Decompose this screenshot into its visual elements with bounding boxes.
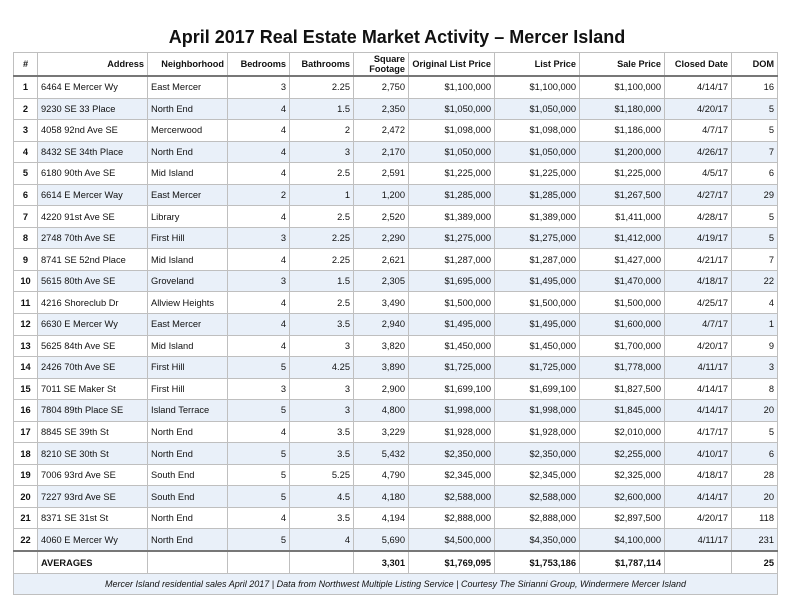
row-number: 18 xyxy=(14,443,38,465)
row-number: 4 xyxy=(14,141,38,163)
page-title: April 2017 Real Estate Market Activity – Mercer Island xyxy=(168,27,626,47)
bedrooms-cell: 4 xyxy=(228,141,290,163)
bedrooms-cell: 4 xyxy=(228,163,290,185)
dom-cell: 231 xyxy=(732,529,778,551)
sqft-cell: 2,940 xyxy=(354,314,409,336)
sqft-cell: 2,170 xyxy=(354,141,409,163)
row-number: 5 xyxy=(14,163,38,185)
list-price-cell: $1,275,000 xyxy=(495,227,580,249)
sale-price-cell: $1,700,000 xyxy=(580,335,665,357)
sale-price-cell: $1,186,000 xyxy=(580,120,665,142)
neighborhood-cell: North End xyxy=(148,529,228,551)
average-sale-price: $1,787,114 xyxy=(580,551,665,574)
sqft-cell: 3,490 xyxy=(354,292,409,314)
row-number: 6 xyxy=(14,184,38,206)
table-row xyxy=(14,120,778,142)
neighborhood-cell: East Mercer xyxy=(148,76,228,98)
bedrooms-cell: 3 xyxy=(228,378,290,400)
dom-cell: 4 xyxy=(732,292,778,314)
address-cell: 7227 93rd Ave SE xyxy=(38,486,148,508)
table-row xyxy=(14,206,778,228)
table-row xyxy=(14,486,778,508)
bedrooms-cell: 5 xyxy=(228,400,290,422)
closed-date-cell: 4/7/17 xyxy=(665,314,732,336)
bathrooms-cell: 4.5 xyxy=(290,486,354,508)
neighborhood-cell: South End xyxy=(148,464,228,486)
row-number: 3 xyxy=(14,120,38,142)
original-list-price-cell: $1,287,000 xyxy=(409,249,495,271)
closed-date-cell: 4/28/17 xyxy=(665,206,732,228)
address-cell: 8371 SE 31st St xyxy=(38,507,148,529)
list-price-cell: $1,098,000 xyxy=(495,120,580,142)
address-cell: 4220 91st Ave SE xyxy=(38,206,148,228)
sqft-cell: 1,200 xyxy=(354,184,409,206)
sale-price-cell: $1,225,000 xyxy=(580,163,665,185)
sale-price-cell: $1,411,000 xyxy=(580,206,665,228)
neighborhood-cell: Island Terrace xyxy=(148,400,228,422)
bathrooms-cell: 2.5 xyxy=(290,292,354,314)
bedrooms-cell: 3 xyxy=(228,270,290,292)
bedrooms-cell: 4 xyxy=(228,421,290,443)
neighborhood-cell: East Mercer xyxy=(148,314,228,336)
bedrooms-cell: 5 xyxy=(228,357,290,379)
row-number: 12 xyxy=(14,314,38,336)
sqft-cell: 5,690 xyxy=(354,529,409,551)
original-list-price-cell: $1,285,000 xyxy=(409,184,495,206)
bathrooms-cell: 1 xyxy=(290,184,354,206)
bedrooms-cell: 4 xyxy=(228,249,290,271)
address-cell: 6464 E Mercer Wy xyxy=(38,76,148,98)
bedrooms-cell: 5 xyxy=(228,464,290,486)
dom-cell: 20 xyxy=(732,486,778,508)
sale-price-cell: $1,427,000 xyxy=(580,249,665,271)
average-original-list-price: $1,769,095 xyxy=(409,551,495,574)
dom-cell: 8 xyxy=(732,378,778,400)
sqft-cell: 2,520 xyxy=(354,206,409,228)
bathrooms-cell: 3 xyxy=(290,335,354,357)
row-number: 1 xyxy=(14,76,38,98)
address-cell: 6180 90th Ave SE xyxy=(38,163,148,185)
dom-cell: 5 xyxy=(732,206,778,228)
original-list-price-cell: $1,928,000 xyxy=(409,421,495,443)
column-header-closed-date: Closed Date xyxy=(665,53,732,77)
address-cell: 8845 SE 39th St xyxy=(38,421,148,443)
original-list-price-cell: $1,050,000 xyxy=(409,141,495,163)
table-row xyxy=(14,76,778,98)
table-row xyxy=(14,292,778,314)
sale-price-cell: $1,100,000 xyxy=(580,76,665,98)
row-number: 16 xyxy=(14,400,38,422)
address-cell: 9230 SE 33 Place xyxy=(38,98,148,120)
sqft-cell: 2,350 xyxy=(354,98,409,120)
list-price-cell: $1,225,000 xyxy=(495,163,580,185)
list-price-cell: $4,350,000 xyxy=(495,529,580,551)
sqft-cell: 4,790 xyxy=(354,464,409,486)
sale-price-cell: $1,470,000 xyxy=(580,270,665,292)
original-list-price-cell: $1,450,000 xyxy=(409,335,495,357)
neighborhood-cell: Mercerwood xyxy=(148,120,228,142)
bathrooms-cell: 2.25 xyxy=(290,76,354,98)
original-list-price-cell: $1,050,000 xyxy=(409,98,495,120)
table-row xyxy=(14,98,778,120)
row-number: 21 xyxy=(14,507,38,529)
original-list-price-cell: $1,389,000 xyxy=(409,206,495,228)
dom-cell: 5 xyxy=(732,227,778,249)
neighborhood-cell: Groveland xyxy=(148,270,228,292)
closed-date-cell: 4/25/17 xyxy=(665,292,732,314)
neighborhood-cell: South End xyxy=(148,486,228,508)
average-sqft: 3,301 xyxy=(354,551,409,574)
dom-cell: 20 xyxy=(732,400,778,422)
table-row xyxy=(14,529,778,551)
column-header-original-list-price: Original List Price xyxy=(409,53,495,77)
address-cell: 4058 92nd Ave SE xyxy=(38,120,148,142)
row-number: 9 xyxy=(14,249,38,271)
address-cell: 8210 SE 30th St xyxy=(38,443,148,465)
original-list-price-cell: $1,100,000 xyxy=(409,76,495,98)
original-list-price-cell: $1,998,000 xyxy=(409,400,495,422)
row-number: 20 xyxy=(14,486,38,508)
table-row xyxy=(14,163,778,185)
dom-cell: 29 xyxy=(732,184,778,206)
sale-price-cell: $1,845,000 xyxy=(580,400,665,422)
closed-date-cell: 4/14/17 xyxy=(665,76,732,98)
list-price-cell: $1,100,000 xyxy=(495,76,580,98)
sale-price-cell: $1,180,000 xyxy=(580,98,665,120)
original-list-price-cell: $1,495,000 xyxy=(409,314,495,336)
table-row xyxy=(14,378,778,400)
row-number: 10 xyxy=(14,270,38,292)
neighborhood-cell: East Mercer xyxy=(148,184,228,206)
neighborhood-cell: Mid Island xyxy=(148,163,228,185)
sqft-cell: 4,194 xyxy=(354,507,409,529)
neighborhood-cell: Allview Heights xyxy=(148,292,228,314)
address-cell: 5625 84th Ave SE xyxy=(38,335,148,357)
original-list-price-cell: $2,588,000 xyxy=(409,486,495,508)
bedrooms-cell: 4 xyxy=(228,206,290,228)
sqft-cell: 2,591 xyxy=(354,163,409,185)
column-header-address: Address xyxy=(38,53,148,77)
closed-date-cell: 4/5/17 xyxy=(665,163,732,185)
address-cell: 6614 E Mercer Way xyxy=(38,184,148,206)
neighborhood-cell: Mid Island xyxy=(148,249,228,271)
sqft-cell: 2,621 xyxy=(354,249,409,271)
bathrooms-cell: 4 xyxy=(290,529,354,551)
original-list-price-cell: $2,350,000 xyxy=(409,443,495,465)
original-list-price-cell: $1,098,000 xyxy=(409,120,495,142)
neighborhood-cell: First Hill xyxy=(148,227,228,249)
row-number: 19 xyxy=(14,464,38,486)
table-row xyxy=(14,400,778,422)
original-list-price-cell: $1,225,000 xyxy=(409,163,495,185)
bedrooms-cell: 5 xyxy=(228,443,290,465)
list-price-cell: $1,050,000 xyxy=(495,98,580,120)
bathrooms-cell: 3.5 xyxy=(290,314,354,336)
dom-cell: 28 xyxy=(732,464,778,486)
neighborhood-cell: North End xyxy=(148,98,228,120)
list-price-cell: $1,285,000 xyxy=(495,184,580,206)
sale-price-cell: $2,600,000 xyxy=(580,486,665,508)
original-list-price-cell: $1,500,000 xyxy=(409,292,495,314)
bedrooms-cell: 4 xyxy=(228,292,290,314)
column-header-square-footage: Square Footage xyxy=(354,53,409,77)
table-row xyxy=(14,249,778,271)
table-row xyxy=(14,421,778,443)
bedrooms-cell: 4 xyxy=(228,98,290,120)
table-row xyxy=(14,507,778,529)
sale-price-cell: $2,325,000 xyxy=(580,464,665,486)
dom-cell: 6 xyxy=(732,163,778,185)
bathrooms-cell: 5.25 xyxy=(290,464,354,486)
original-list-price-cell: $4,500,000 xyxy=(409,529,495,551)
column-header-sale-price: Sale Price xyxy=(580,53,665,77)
original-list-price-cell: $1,695,000 xyxy=(409,270,495,292)
list-price-cell: $2,888,000 xyxy=(495,507,580,529)
sale-price-cell: $2,897,500 xyxy=(580,507,665,529)
bathrooms-cell: 2.5 xyxy=(290,163,354,185)
bedrooms-cell: 4 xyxy=(228,335,290,357)
table-row xyxy=(14,443,778,465)
bedrooms-cell: 4 xyxy=(228,314,290,336)
table-row xyxy=(14,227,778,249)
closed-date-cell: 4/11/17 xyxy=(665,357,732,379)
sqft-cell: 5,432 xyxy=(354,443,409,465)
row-number: 7 xyxy=(14,206,38,228)
neighborhood-cell: First Hill xyxy=(148,357,228,379)
averages-row xyxy=(14,551,778,574)
dom-cell: 5 xyxy=(732,98,778,120)
bathrooms-cell: 2 xyxy=(290,120,354,142)
sale-price-cell: $1,778,000 xyxy=(580,357,665,379)
column-header-number: # xyxy=(14,53,38,77)
header-row xyxy=(14,53,778,77)
row-number: 15 xyxy=(14,378,38,400)
table-row xyxy=(14,335,778,357)
sqft-cell: 2,305 xyxy=(354,270,409,292)
table-row xyxy=(14,357,778,379)
list-price-cell: $1,928,000 xyxy=(495,421,580,443)
closed-date-cell: 4/18/17 xyxy=(665,270,732,292)
bathrooms-cell: 1.5 xyxy=(290,98,354,120)
address-cell: 8432 SE 34th Place xyxy=(38,141,148,163)
list-price-cell: $1,699,100 xyxy=(495,378,580,400)
bathrooms-cell: 4.25 xyxy=(290,357,354,379)
bathrooms-cell: 3.5 xyxy=(290,421,354,443)
sqft-cell: 2,900 xyxy=(354,378,409,400)
sale-price-cell: $1,500,000 xyxy=(580,292,665,314)
bathrooms-cell: 1.5 xyxy=(290,270,354,292)
original-list-price-cell: $1,275,000 xyxy=(409,227,495,249)
row-number: 22 xyxy=(14,529,38,551)
dom-cell: 7 xyxy=(732,249,778,271)
bathrooms-cell: 2.25 xyxy=(290,227,354,249)
sqft-cell: 3,890 xyxy=(354,357,409,379)
list-price-cell: $1,389,000 xyxy=(495,206,580,228)
address-cell: 4216 Shoreclub Dr xyxy=(38,292,148,314)
closed-date-cell: 4/14/17 xyxy=(665,378,732,400)
list-price-cell: $1,287,000 xyxy=(495,249,580,271)
dom-cell: 1 xyxy=(732,314,778,336)
address-cell: 2426 70th Ave SE xyxy=(38,357,148,379)
address-cell: 2748 70th Ave SE xyxy=(38,227,148,249)
bathrooms-cell: 3.5 xyxy=(290,507,354,529)
dom-cell: 22 xyxy=(732,270,778,292)
dom-cell: 9 xyxy=(732,335,778,357)
sqft-cell: 4,180 xyxy=(354,486,409,508)
closed-date-cell: 4/20/17 xyxy=(665,507,732,529)
closed-date-cell: 4/20/17 xyxy=(665,335,732,357)
sale-price-cell: $1,267,500 xyxy=(580,184,665,206)
sqft-cell: 3,229 xyxy=(354,421,409,443)
address-cell: 7011 SE Maker St xyxy=(38,378,148,400)
list-price-cell: $1,998,000 xyxy=(495,400,580,422)
bathrooms-cell: 3 xyxy=(290,378,354,400)
neighborhood-cell: North End xyxy=(148,443,228,465)
list-price-cell: $2,588,000 xyxy=(495,486,580,508)
original-list-price-cell: $1,699,100 xyxy=(409,378,495,400)
dom-cell: 6 xyxy=(732,443,778,465)
column-header-list-price: List Price xyxy=(495,53,580,77)
dom-cell: 7 xyxy=(732,141,778,163)
footer-row xyxy=(14,574,778,595)
neighborhood-cell: North End xyxy=(148,507,228,529)
original-list-price-cell: $2,888,000 xyxy=(409,507,495,529)
closed-date-cell: 4/18/17 xyxy=(665,464,732,486)
list-price-cell: $1,725,000 xyxy=(495,357,580,379)
sale-price-cell: $2,255,000 xyxy=(580,443,665,465)
closed-date-cell: 4/27/17 xyxy=(665,184,732,206)
list-price-cell: $1,050,000 xyxy=(495,141,580,163)
closed-date-cell: 4/19/17 xyxy=(665,227,732,249)
closed-date-cell: 4/26/17 xyxy=(665,141,732,163)
address-cell: 8741 SE 52nd Place xyxy=(38,249,148,271)
dom-cell: 5 xyxy=(732,120,778,142)
column-header-bathrooms: Bathrooms xyxy=(290,53,354,77)
average-dom: 25 xyxy=(732,551,778,574)
bathrooms-cell: 3 xyxy=(290,141,354,163)
closed-date-cell: 4/17/17 xyxy=(665,421,732,443)
bedrooms-cell: 4 xyxy=(228,120,290,142)
averages-label: AVERAGES xyxy=(38,551,148,574)
closed-date-cell: 4/14/17 xyxy=(665,486,732,508)
bedrooms-cell: 2 xyxy=(228,184,290,206)
sale-price-cell: $1,827,500 xyxy=(580,378,665,400)
row-number: 13 xyxy=(14,335,38,357)
address-cell: 7006 93rd Ave SE xyxy=(38,464,148,486)
sale-price-cell: $2,010,000 xyxy=(580,421,665,443)
sale-price-cell: $4,100,000 xyxy=(580,529,665,551)
sqft-cell: 2,472 xyxy=(354,120,409,142)
closed-date-cell: 4/14/17 xyxy=(665,400,732,422)
list-price-cell: $2,345,000 xyxy=(495,464,580,486)
list-price-cell: $1,450,000 xyxy=(495,335,580,357)
table-row xyxy=(14,314,778,336)
address-cell: 6630 E Mercer Wy xyxy=(38,314,148,336)
neighborhood-cell: North End xyxy=(148,421,228,443)
bedrooms-cell: 5 xyxy=(228,486,290,508)
sale-price-cell: $1,412,000 xyxy=(580,227,665,249)
bathrooms-cell: 2.5 xyxy=(290,206,354,228)
bedrooms-cell: 4 xyxy=(228,507,290,529)
closed-date-cell: 4/20/17 xyxy=(665,98,732,120)
closed-date-cell: 4/11/17 xyxy=(665,529,732,551)
closed-date-cell: 4/21/17 xyxy=(665,249,732,271)
closed-date-cell: 4/10/17 xyxy=(665,443,732,465)
row-number: 2 xyxy=(14,98,38,120)
row-number: 11 xyxy=(14,292,38,314)
table-row xyxy=(14,464,778,486)
row-number: 17 xyxy=(14,421,38,443)
bathrooms-cell: 3 xyxy=(290,400,354,422)
sqft-cell: 2,750 xyxy=(354,76,409,98)
dom-cell: 3 xyxy=(732,357,778,379)
bedrooms-cell: 3 xyxy=(228,76,290,98)
original-list-price-cell: $2,345,000 xyxy=(409,464,495,486)
table-row xyxy=(14,270,778,292)
average-list-price: $1,753,186 xyxy=(495,551,580,574)
list-price-cell: $2,350,000 xyxy=(495,443,580,465)
sqft-cell: 2,290 xyxy=(354,227,409,249)
address-cell: 4060 E Mercer Wy xyxy=(38,529,148,551)
bathrooms-cell: 3.5 xyxy=(290,443,354,465)
neighborhood-cell: First Hill xyxy=(148,378,228,400)
dom-cell: 5 xyxy=(732,421,778,443)
dom-cell: 16 xyxy=(732,76,778,98)
sqft-cell: 4,800 xyxy=(354,400,409,422)
sale-price-cell: $1,200,000 xyxy=(580,141,665,163)
sqft-cell: 3,820 xyxy=(354,335,409,357)
list-price-cell: $1,500,000 xyxy=(495,292,580,314)
table-row xyxy=(14,141,778,163)
neighborhood-cell: North End xyxy=(148,141,228,163)
list-price-cell: $1,495,000 xyxy=(495,314,580,336)
dom-cell: 118 xyxy=(732,507,778,529)
neighborhood-cell: Mid Island xyxy=(148,335,228,357)
column-header-dom: DOM xyxy=(732,53,778,77)
footer-note: Mercer Island residential sales April 2017 | Data from Northwest Multiple Listing Service | Courtesy The Sirianni Group, Windermere Mercer Island xyxy=(14,574,778,595)
neighborhood-cell: Library xyxy=(148,206,228,228)
column-header-neighborhood: Neighborhood xyxy=(148,53,228,77)
table-row xyxy=(14,184,778,206)
row-number: 14 xyxy=(14,357,38,379)
bedrooms-cell: 3 xyxy=(228,227,290,249)
address-cell: 5615 80th Ave SE xyxy=(38,270,148,292)
bathrooms-cell: 2.25 xyxy=(290,249,354,271)
closed-date-cell: 4/7/17 xyxy=(665,120,732,142)
bedrooms-cell: 5 xyxy=(228,529,290,551)
sale-price-cell: $1,600,000 xyxy=(580,314,665,336)
original-list-price-cell: $1,725,000 xyxy=(409,357,495,379)
sales-table xyxy=(13,52,778,595)
row-number: 8 xyxy=(14,227,38,249)
column-header-bedrooms: Bedrooms xyxy=(228,53,290,77)
list-price-cell: $1,495,000 xyxy=(495,270,580,292)
address-cell: 7804 89th Place SE xyxy=(38,400,148,422)
